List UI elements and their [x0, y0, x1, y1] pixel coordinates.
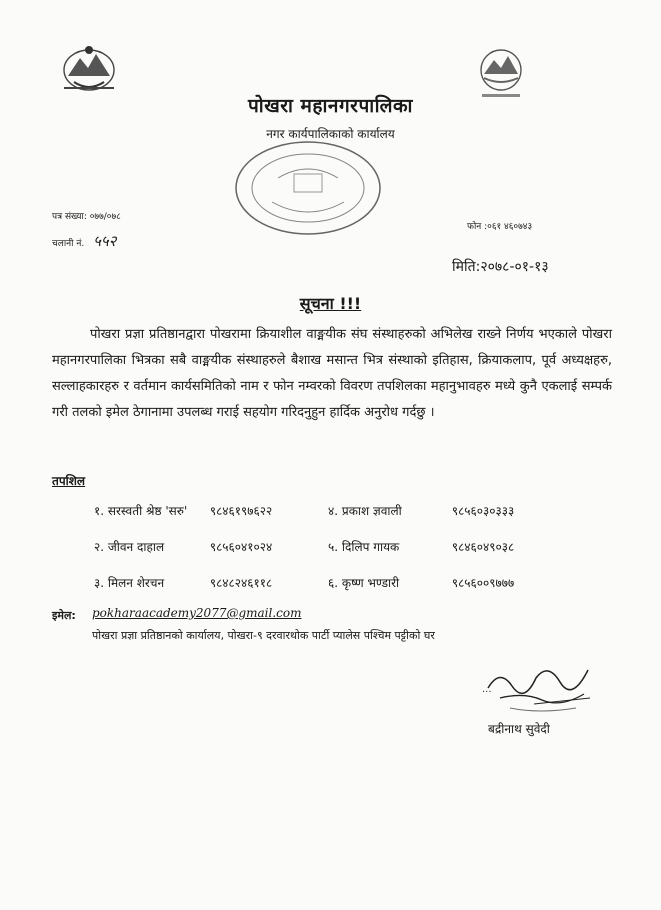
contact-phone: ९८४६०४९०३८	[451, 540, 515, 554]
contact-phone: ९८५६००९७७७	[451, 576, 515, 590]
page-subtitle: नगर कार्यपालिकाको कार्यालय	[266, 127, 395, 141]
email-label: इमेल:	[52, 609, 76, 622]
dispatch-label: चलानी नं.	[52, 239, 85, 249]
contact-name: ५. दिलिप गायक	[328, 540, 400, 554]
details-title: तपशिल	[52, 474, 86, 488]
contact-item	[94, 502, 272, 519]
contact-item	[94, 574, 272, 591]
contact-name: ४. प्रकाश ज्ञवाली	[328, 504, 402, 518]
notice-heading: सूचना !!!	[299, 294, 362, 313]
email-address[interactable]: pokharaacademy2077@gmail.com	[92, 606, 302, 620]
contact-phone: ९८५६०३०३३३	[451, 504, 515, 518]
contact-phone: ९८५६०४१०२४	[209, 540, 273, 554]
contact-item	[328, 502, 514, 519]
svg-text:...: ...	[482, 684, 492, 695]
notice-body: पोखरा प्रज्ञा प्रतिष्ठानद्वारा पोखरामा क्रियाशील वाङ्मयीक संघ संस्थाहरुको अभिलेख राख्ने निर्णय भएकाले पोखरा महानगरपालिका भित्रका सबै वाङ्मयीक संस्थाहरुले बैशाख मसान्त भित्र संस्थाको इतिहास, क्रियाकलाप, पूर्व अध्यक्षहरु, सल्लाहकारहरु र वर्तमान कार्यसमितिको नाम र फोन नम्वरको विवरण तपशिलका महानुभावहरु मध्ये कुनै एकलाई सम्पर्क गरी तलको इमेल ठेगानामा उपलब्ध गराई सहयोग गरिदनुहुन हार्दिक अनुरोध गर्दछु ।	[52, 327, 612, 420]
contact-name: ३. मिलन शेरचन	[94, 576, 165, 590]
dispatch-value: ५५२	[93, 232, 117, 250]
signatory-name: बद्रीनाथ सुवेदी	[488, 722, 550, 736]
contact-item	[94, 538, 272, 555]
contact-name: १. सरस्वती श्रेष्ठ 'सरु'	[94, 504, 188, 518]
nepal-emblem-icon	[60, 42, 118, 94]
office-address: पोखरा प्रज्ञा प्रतिष्ठानको कार्यालय, पोखरा-९ दरवारथोक पार्टी प्यालेस पश्चिम पट्टीको घर	[92, 629, 435, 642]
phone-number: फोन :०६१ ४६०७४३	[467, 222, 533, 232]
contact-name: २. जीवन दाहाल	[94, 540, 165, 554]
contact-phone: ९८४६१९७६२२	[209, 504, 273, 518]
contact-item	[328, 538, 514, 555]
office-stamp	[232, 138, 384, 238]
page-title: पोखरा महानगरपालिका	[248, 95, 413, 117]
contact-item	[328, 574, 514, 591]
letter-date: मिति:२०७८-०१-१३	[452, 259, 549, 275]
contact-name: ६. कृष्ण भण्डारी	[328, 576, 400, 590]
contact-phone: ९८४८२४६११८	[209, 576, 273, 590]
reference-number: पत्र संख्या: ०७७/०७८	[52, 212, 121, 222]
dispatch-number	[52, 231, 116, 251]
signature	[480, 648, 600, 728]
